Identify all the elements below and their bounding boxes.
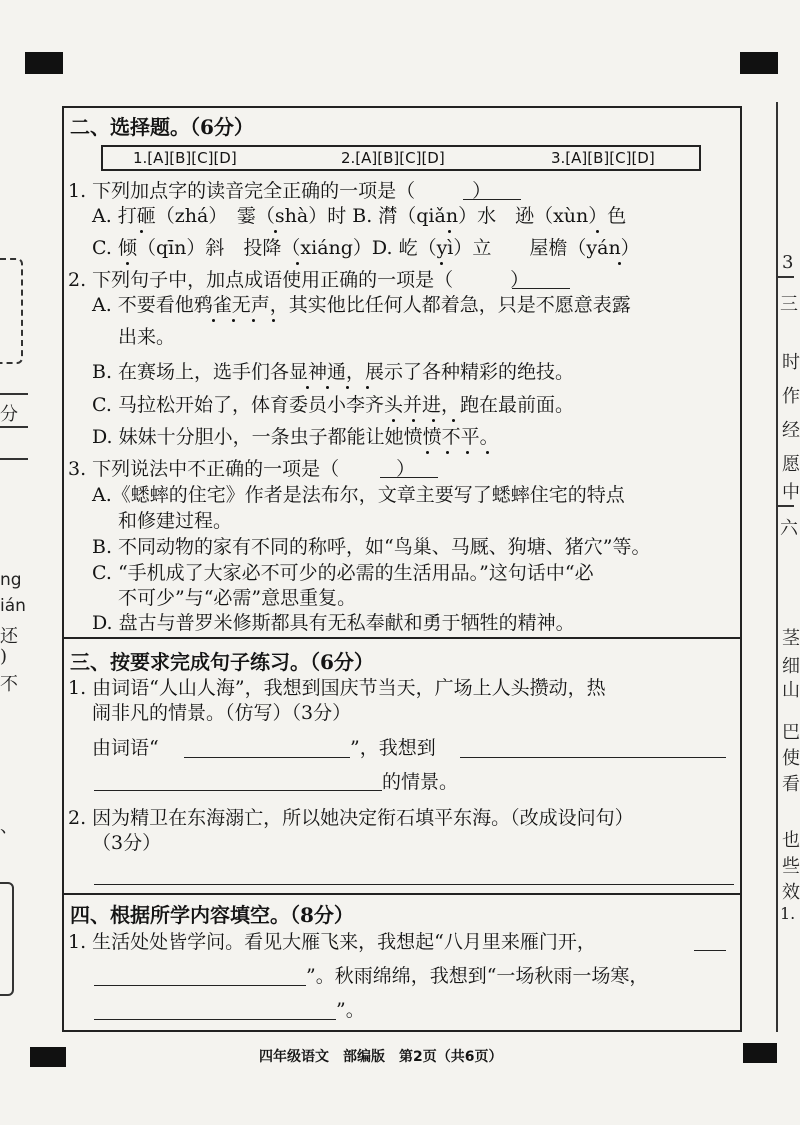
right-fragment: 细 <box>782 656 800 677</box>
emphasis-dot <box>448 230 451 233</box>
right-fragment: 1. <box>780 904 796 923</box>
answer-blank[interactable] <box>463 199 521 200</box>
answer-prompt: 的情景。 <box>382 771 459 793</box>
option-line: 和修建过程。 <box>118 510 233 532</box>
right-fragment: 山 <box>782 680 800 701</box>
answer-item[interactable]: 2.[A][B][C][D] <box>341 149 445 167</box>
page-footer: 四年级语文 部编版 第2页（共6页） <box>259 1049 503 1065</box>
question-stem: 1. 下列加点字的读音完全正确的一项是（ ） <box>68 180 492 202</box>
left-fragment: ) <box>0 646 8 667</box>
question-text: （3分） <box>92 832 162 854</box>
emphasis-dot <box>426 451 429 454</box>
question-text: 1. 生活处处皆学问。看见大雁飞来，我想起“八月里来雁门开， <box>68 931 596 953</box>
right-fragment: 巴 <box>782 722 800 743</box>
option-line: B. 在赛场上，选手们各显神通，展示了各种精彩的绝技。 <box>92 361 575 383</box>
right-fragment: 也 <box>782 830 800 851</box>
left-fragment: ng <box>0 570 22 590</box>
question-text: 1. 由词语“人山人海”，我想到国庆节当天，广场上人头攒动，热 <box>68 677 606 699</box>
right-fragment: 效 <box>782 882 800 903</box>
option-line: 出来。 <box>118 326 176 348</box>
emphasis-dot <box>618 262 621 265</box>
question-text: 闹非凡的情景。（仿写）（3分） <box>92 702 352 724</box>
emphasis-dot <box>466 451 469 454</box>
registration-mark-top-left <box>25 52 63 74</box>
emphasis-dot <box>252 319 255 322</box>
answer-blank[interactable] <box>512 288 570 289</box>
right-fragment: 3 <box>782 252 794 273</box>
right-fragment: 使 <box>782 748 800 769</box>
option-line: A.《蟋蟀的住宅》作者是法布尔，文章主要写了蟋蟀住宅的特点 <box>92 484 625 506</box>
emphasis-dot <box>346 386 349 389</box>
emphasis-dot <box>366 386 369 389</box>
emphasis-dot <box>212 319 215 322</box>
emphasis-dot <box>232 319 235 322</box>
question-text: 2. 因为精卫在东海溺亡，所以她决定衔石填平东海。（改成设问句） <box>68 807 634 829</box>
answer-blank[interactable] <box>94 1019 336 1020</box>
right-fragment: 时 <box>782 352 800 373</box>
right-fragment: 茎 <box>782 628 800 649</box>
right-fragment: 三 <box>780 294 798 315</box>
left-fragment: ián <box>0 596 26 616</box>
left-fragment: 分 <box>0 404 18 425</box>
emphasis-dot <box>596 230 599 233</box>
answer-blank[interactable] <box>184 757 350 758</box>
answer-blank[interactable] <box>380 477 438 478</box>
emphasis-dot <box>274 230 277 233</box>
registration-mark-bottom-right <box>743 1043 777 1063</box>
answer-blank[interactable] <box>94 884 734 885</box>
right-fragment: 看 <box>782 774 800 795</box>
right-fragment: 六 <box>780 518 798 539</box>
option-line: A. 不要看他鸦雀无声，其实他比任何人都着急，只是不愿意表露 <box>92 294 631 316</box>
emphasis-dot <box>326 386 329 389</box>
right-fragment: 些 <box>782 856 800 877</box>
left-dashed-box <box>0 258 23 364</box>
emphasis-dot <box>446 451 449 454</box>
answer-blank[interactable] <box>694 950 726 951</box>
option-line: A. 打砸（zhá） 霎（shà）时 B. 潸（qiǎn）水 逊（xùn）色 <box>92 205 627 227</box>
registration-mark-top-right <box>740 52 778 74</box>
option-line: D. 盘古与普罗米修斯都具有无私奉献和勇于牺牲的精神。 <box>92 612 575 634</box>
question-stem: 3. 下列说法中不正确的一项是（ ） <box>68 458 416 480</box>
emphasis-dot <box>140 230 143 233</box>
emphasis-dot <box>452 419 455 422</box>
answer-item[interactable]: 3.[A][B][C][D] <box>551 149 655 167</box>
option-line: C. “手机成了大家必不可少的必需的生活用品。”这句话中“必 <box>92 562 594 584</box>
emphasis-dot <box>306 386 309 389</box>
option-line: C. 马拉松开始了，体育委员小李齐头并进，跑在最前面。 <box>92 394 574 416</box>
question-text: ”。 <box>336 999 365 1021</box>
left-fragment: 还 <box>0 626 18 647</box>
emphasis-dot <box>126 262 129 265</box>
registration-mark-bottom-left <box>30 1047 66 1067</box>
option-line: 不可少”与“必需”意思重复。 <box>118 587 357 609</box>
right-fragment: 中 <box>782 482 800 503</box>
left-fragment: 不 <box>0 674 18 695</box>
emphasis-dot <box>296 262 299 265</box>
section-title: 三、按要求完成句子练习。（6分） <box>70 650 374 674</box>
question-stem: 2. 下列句子中，加点成语使用正确的一项是（ ） <box>68 269 530 291</box>
answer-blank[interactable] <box>94 985 306 986</box>
answer-item[interactable]: 1.[A][B][C][D] <box>133 149 237 167</box>
answer-prompt: ”，我想到 <box>350 737 436 759</box>
section-divider <box>62 637 742 639</box>
emphasis-dot <box>412 419 415 422</box>
option-line: B. 不同动物的家有不同的称呼，如“鸟巢、马厩、狗塘、猪穴”等。 <box>92 536 651 558</box>
emphasis-dot <box>486 451 489 454</box>
right-fragment: 作 <box>782 386 800 407</box>
right-fragment: 愿 <box>782 454 800 475</box>
emphasis-dot <box>440 262 443 265</box>
emphasis-dot <box>392 419 395 422</box>
option-line: D. 妹妹十分胆小，一条虫子都能让她愤愤不平。 <box>92 426 499 448</box>
answer-prompt: 由词语“ <box>92 737 159 759</box>
answer-blank[interactable] <box>460 757 726 758</box>
emphasis-dot <box>432 419 435 422</box>
right-fragment: 经 <box>782 420 800 441</box>
emphasis-dot <box>272 319 275 322</box>
section-title: 二、选择题。（6分） <box>70 115 254 139</box>
question-text: ”。秋雨绵绵，我想到“一场秋雨一场寒， <box>306 965 649 987</box>
section-divider <box>62 893 742 895</box>
left-fragment: 、 <box>0 816 18 837</box>
section-title: 四、根据所学内容填空。（8分） <box>70 903 354 927</box>
option-line: C. 倾（qīn）斜 投降（xiáng）D. 屹（yì）立 屋檐（yán） <box>92 237 640 259</box>
answer-card-strip <box>101 145 701 171</box>
answer-blank[interactable] <box>94 790 382 791</box>
